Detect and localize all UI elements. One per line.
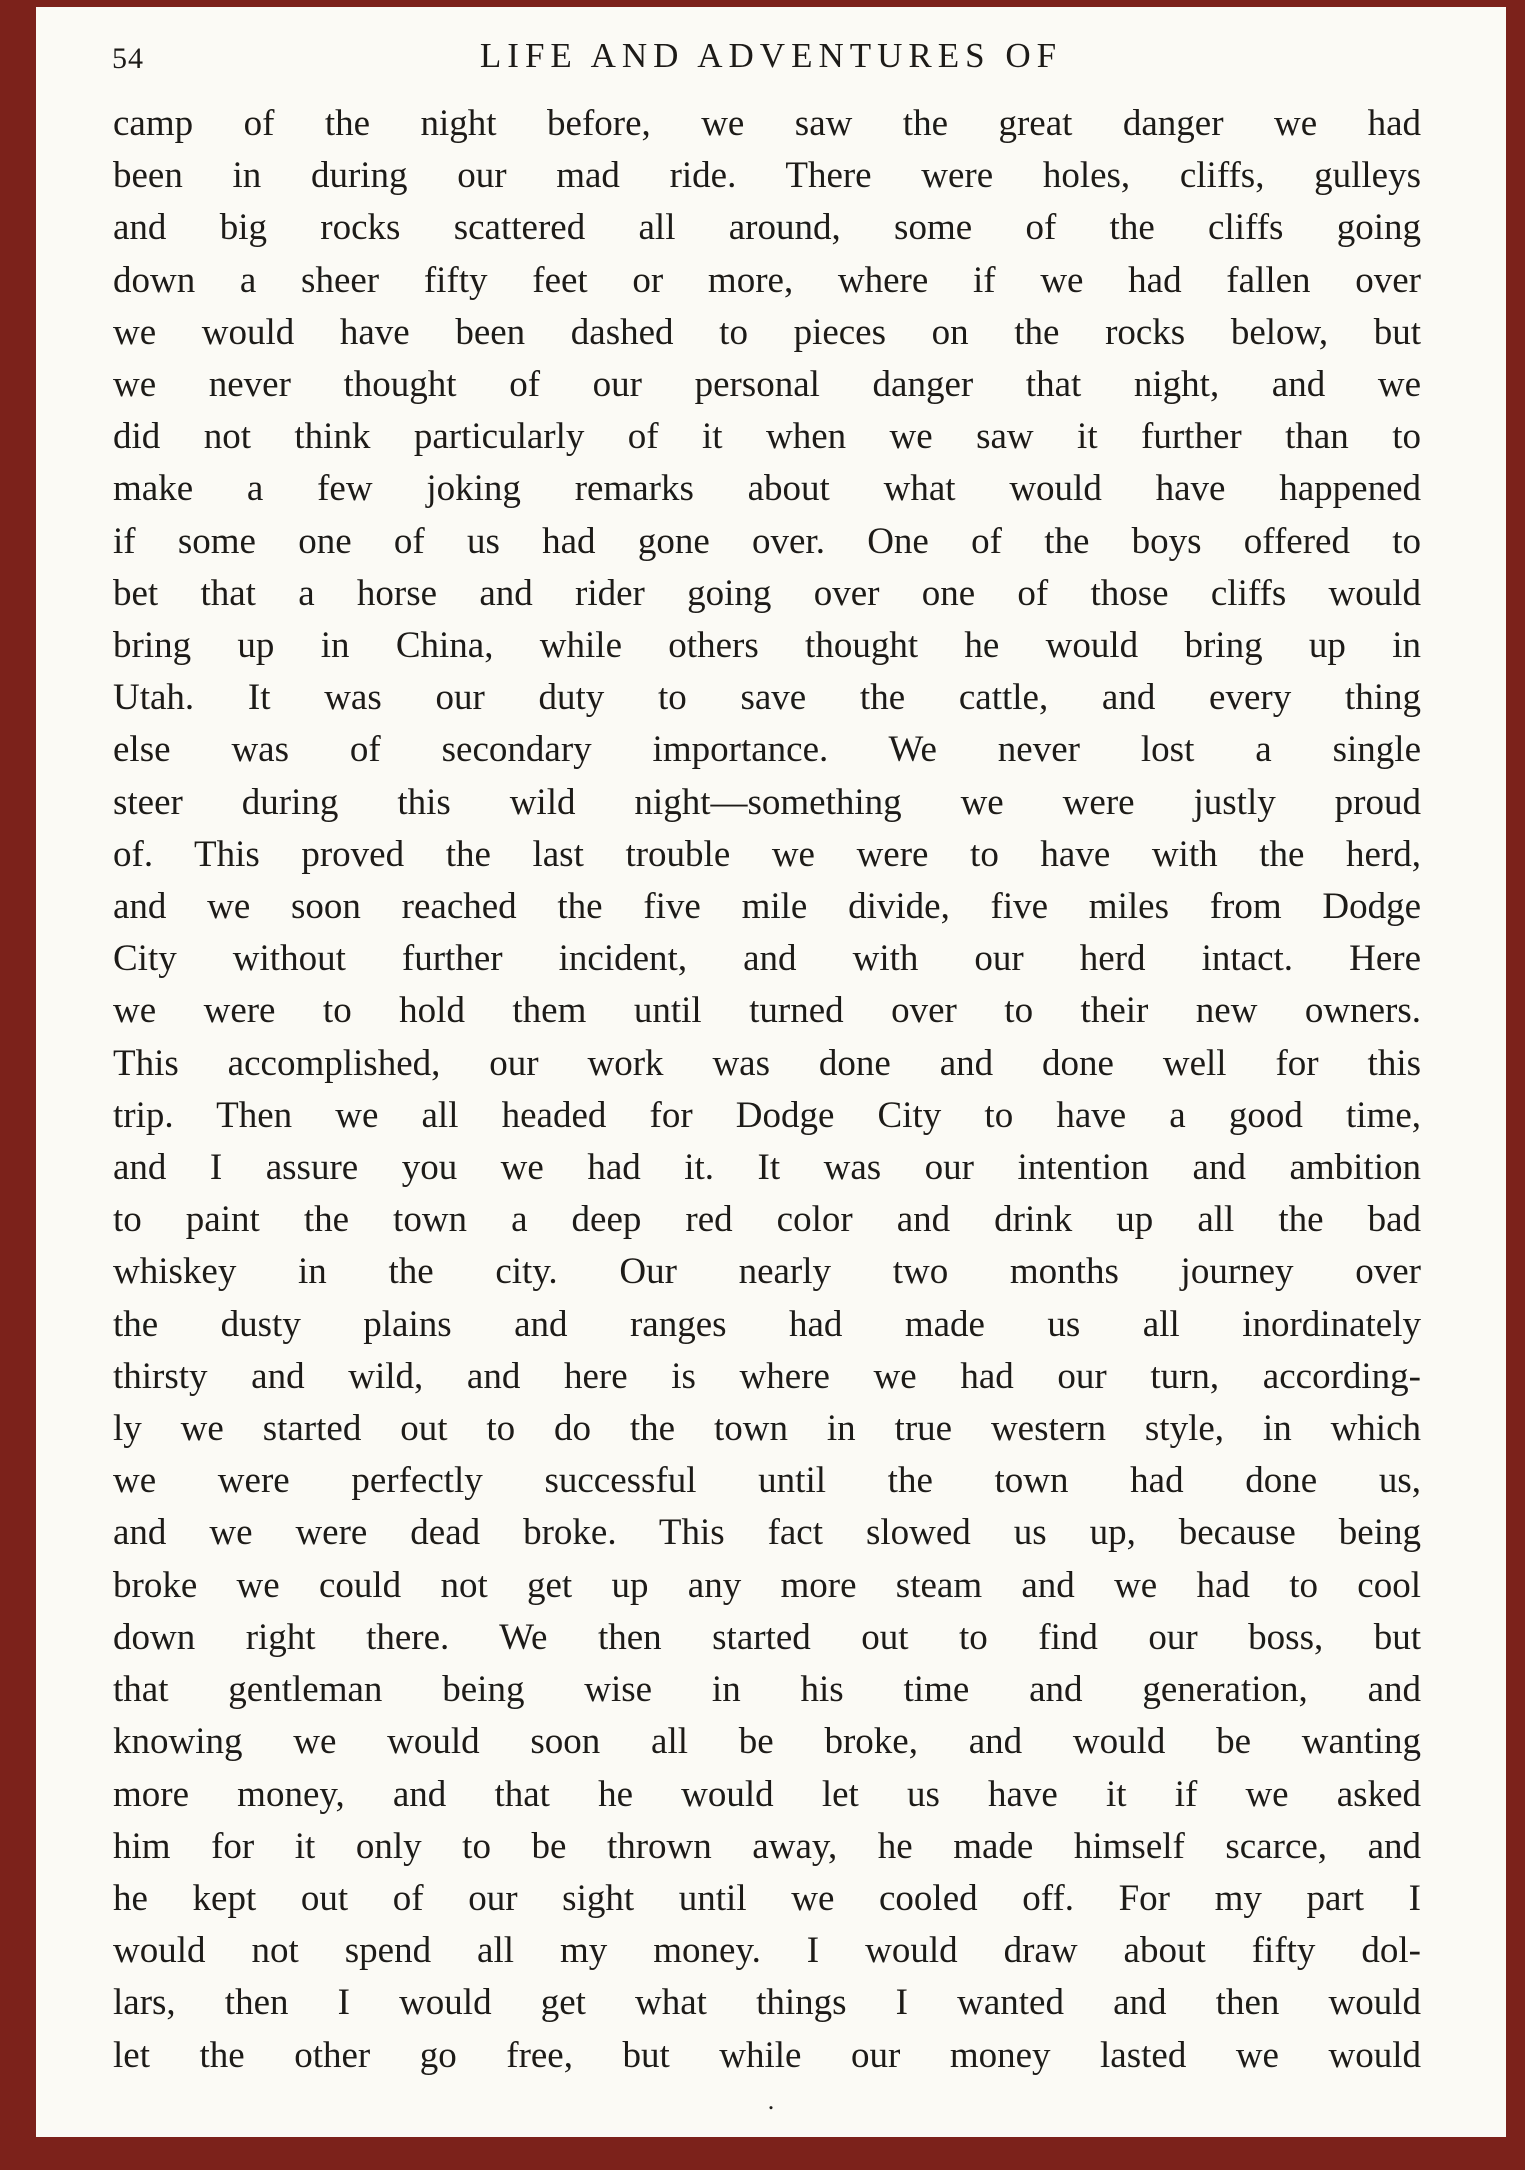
body-text-line: down right there. We then started out to find our boss, but (113, 1616, 1421, 1658)
body-text-line: down a sheer fifty feet or more, where if we had fallen over (113, 259, 1421, 301)
body-text-line: lars, then I would get what things I wanted and then would (113, 1982, 1421, 2024)
body-text-line: else was of secondary importance. We never lost a single (113, 729, 1421, 771)
body-text-line: thirsty and wild, and here is where we had our turn, according- (113, 1355, 1421, 1397)
body-text-line: we were perfectly successful until the town had done us, (113, 1460, 1421, 1502)
page-number: 54 (112, 42, 144, 75)
body-text-line: steer during this wild night—something we were justly proud (113, 781, 1421, 823)
body-text-line: to paint the town a deep red color and drink up all the bad (113, 1199, 1421, 1241)
body-text-line: and big rocks scattered all around, some of the cliffs going (113, 207, 1421, 249)
scan-edge-right (1506, 0, 1525, 2170)
body-text-line: This accomplished, our work was done and done well for this (113, 1042, 1421, 1084)
body-text-line: did not think particularly of it when we saw it further than to (113, 416, 1421, 458)
body-text-line: ly we started out to do the town in true western style, in which (113, 1408, 1421, 1450)
body-text-line: him for it only to be thrown away, he made himself scarce, and (113, 1825, 1421, 1867)
footer-mark: . (767, 2086, 775, 2115)
body-text-line: he kept out of our sight until we cooled off. For my part I (113, 1877, 1421, 1919)
scan-edge-left (0, 0, 36, 2170)
body-text-line: trip. Then we all headed for Dodge City to have a good time, (113, 1094, 1421, 1136)
body-text-line: City without further incident, and with our herd intact. Here (113, 938, 1421, 980)
body-text-line: bet that a horse and rider going over one of those cliffs would (113, 572, 1421, 614)
body-text-line: been in during our mad ride. There were holes, cliffs, gulleys (113, 155, 1421, 197)
body-text-line: whiskey in the city. Our nearly two months journey over (113, 1251, 1421, 1293)
body-text-line: bring up in China, while others thought he would bring up in (113, 625, 1421, 667)
body-text-line: Utah. It was our duty to save the cattle, and every thing (113, 677, 1421, 719)
body-text-line: and we soon reached the five mile divide, five miles from Dodge (113, 886, 1421, 928)
body-text-line: we never thought of our personal danger that night, and we (113, 364, 1421, 406)
body-text-line: let the other go free, but while our money lasted we would (113, 2034, 1421, 2076)
scan-edge-top (0, 0, 1525, 7)
body-text-line: that gentleman being wise in his time and generation, and (113, 1669, 1421, 1711)
body-text-line: would not spend all my money. I would draw about fifty dol- (113, 1930, 1421, 1972)
body-text-line: we were to hold them until turned over to their new owners. (113, 990, 1421, 1032)
body-text (113, 98, 1421, 2082)
scan-edge-bottom (0, 2137, 1525, 2170)
body-text-line: we would have been dashed to pieces on the rocks below, but (113, 311, 1421, 353)
body-text-line: knowing we would soon all be broke, and would be wanting (113, 1721, 1421, 1763)
body-text-line: the dusty plains and ranges had made us all inordinately (113, 1303, 1421, 1345)
body-text-line: make a few joking remarks about what would have happened (113, 468, 1421, 510)
body-text-line: of. This proved the last trouble we were to have with the herd, (113, 833, 1421, 875)
body-text-line: and I assure you we had it. It was our intention and ambition (113, 1147, 1421, 1189)
body-text-line: camp of the night before, we saw the great danger we had (113, 103, 1421, 144)
running-header: LIFE AND ADVENTURES OF (479, 36, 1063, 75)
body-text-line: if some one of us had gone over. One of the boys offered to (113, 520, 1421, 562)
body-text-line: and we were dead broke. This fact slowed us up, because being (113, 1512, 1421, 1554)
body-text-line: broke we could not get up any more steam and we had to cool (113, 1564, 1421, 1606)
body-text-line: more money, and that he would let us have it if we asked (113, 1773, 1421, 1815)
